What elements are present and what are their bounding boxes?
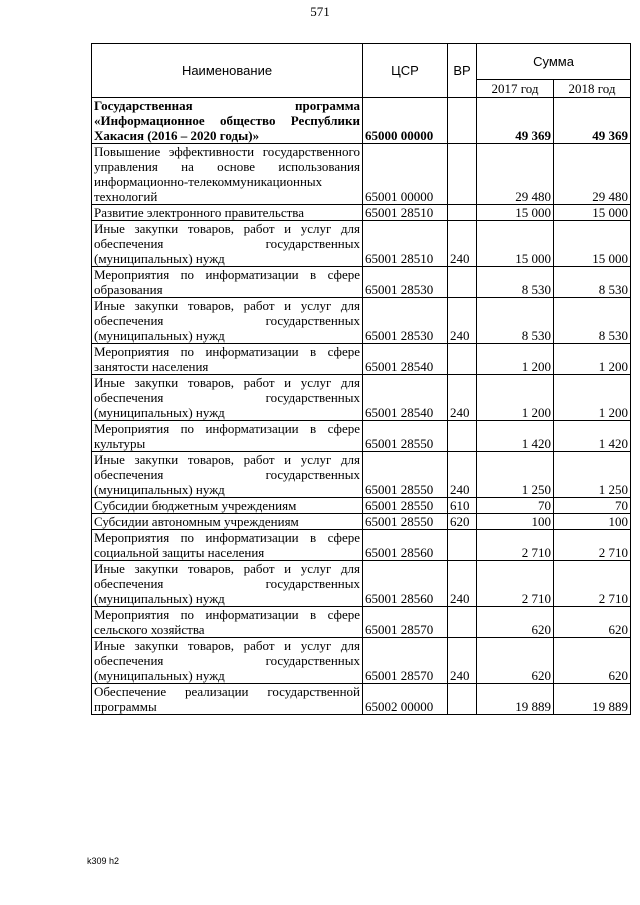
table-row — [92, 144, 631, 205]
table-row — [92, 375, 631, 421]
page-number: 571 — [310, 4, 330, 19]
row-name: Иные закупки товаров, работ и услуг для обеспечения государственных (муниципальных) нужд — [92, 561, 363, 607]
row-sum-2018: 15 000 — [554, 221, 631, 267]
row-csr: 65001 28550 — [363, 421, 448, 452]
row-sum-2018: 1 250 — [554, 452, 631, 498]
row-sum-2018: 620 — [554, 607, 631, 638]
row-sum-2018: 49 369 — [554, 98, 631, 144]
row-name: Иные закупки товаров, работ и услуг для обеспечения государственных (муниципальных) нужд — [92, 298, 363, 344]
row-sum-2018: 29 480 — [554, 144, 631, 205]
row-sum-2017: 8 530 — [477, 298, 554, 344]
header-vr: ВР — [448, 44, 477, 98]
row-sum-2017: 620 — [477, 607, 554, 638]
row-vr: 240 — [448, 561, 477, 607]
table-row — [92, 514, 631, 530]
row-name: Мероприятия по информатизации в сфере сельского хозяйства — [92, 607, 363, 638]
row-sum-2017: 15 000 — [477, 221, 554, 267]
row-name: Обеспечение реализации государственной программы — [92, 684, 363, 715]
row-vr — [448, 205, 477, 221]
row-name: Мероприятия по информатизации в сфере занятости населения — [92, 344, 363, 375]
row-name: Субсидии бюджетным учреждениям — [92, 498, 363, 514]
row-sum-2018: 8 530 — [554, 267, 631, 298]
row-sum-2018: 620 — [554, 638, 631, 684]
row-vr — [448, 144, 477, 205]
row-vr: 240 — [448, 221, 477, 267]
row-name: Субсидии автономным учреждениям — [92, 514, 363, 530]
row-sum-2017: 2 710 — [477, 561, 554, 607]
table-row — [92, 452, 631, 498]
row-sum-2018: 2 710 — [554, 530, 631, 561]
row-sum-2017: 1 250 — [477, 452, 554, 498]
footer-code: k309 h2 — [87, 856, 120, 866]
row-csr: 65001 28530 — [363, 267, 448, 298]
row-sum-2018: 100 — [554, 514, 631, 530]
row-csr: 65001 28510 — [363, 205, 448, 221]
row-sum-2018: 70 — [554, 498, 631, 514]
row-csr: 65001 28550 — [363, 452, 448, 498]
row-name: Мероприятия по информатизации в сфере социальной защиты населения — [92, 530, 363, 561]
table-row — [92, 298, 631, 344]
row-name: Развитие электронного правительства — [92, 205, 363, 221]
table-row — [92, 421, 631, 452]
row-name: Иные закупки товаров, работ и услуг для обеспечения государственных (муниципальных) нужд — [92, 452, 363, 498]
row-csr: 65002 00000 — [363, 684, 448, 715]
table-row — [92, 267, 631, 298]
row-vr — [448, 421, 477, 452]
row-csr: 65001 28570 — [363, 638, 448, 684]
table-row — [92, 221, 631, 267]
row-vr — [448, 684, 477, 715]
row-sum-2017: 1 200 — [477, 375, 554, 421]
row-csr: 65001 28530 — [363, 298, 448, 344]
header-2018: 2018 год — [554, 80, 631, 98]
table-row — [92, 498, 631, 514]
budget-table — [91, 43, 631, 715]
table-row — [92, 684, 631, 715]
row-vr: 240 — [448, 638, 477, 684]
row-csr: 65001 28540 — [363, 375, 448, 421]
row-name: Повышение эффективности государственного управления на основе использования информационно-телекоммуникационных технологий — [92, 144, 363, 205]
row-csr: 65000 00000 — [363, 98, 448, 144]
table-row — [92, 530, 631, 561]
row-csr: 65001 28560 — [363, 530, 448, 561]
table-row — [92, 638, 631, 684]
row-sum-2017: 1 420 — [477, 421, 554, 452]
row-sum-2017: 8 530 — [477, 267, 554, 298]
row-sum-2017: 49 369 — [477, 98, 554, 144]
row-sum-2017: 29 480 — [477, 144, 554, 205]
table-row — [92, 205, 631, 221]
row-name: Иные закупки товаров, работ и услуг для обеспечения государственных (муниципальных) нужд — [92, 375, 363, 421]
row-csr: 65001 28550 — [363, 498, 448, 514]
row-sum-2018: 2 710 — [554, 561, 631, 607]
row-sum-2017: 70 — [477, 498, 554, 514]
row-csr: 65001 28540 — [363, 344, 448, 375]
header-name: Наименование — [92, 44, 363, 98]
row-name: Государственная программа «Информационное общество Республики Хакасия (2016 – 2020 годы)» — [92, 98, 363, 144]
row-csr: 65001 28550 — [363, 514, 448, 530]
row-sum-2017: 620 — [477, 638, 554, 684]
table-row — [92, 607, 631, 638]
row-name: Мероприятия по информатизации в сфере культуры — [92, 421, 363, 452]
row-vr: 240 — [448, 298, 477, 344]
row-sum-2018: 1 200 — [554, 344, 631, 375]
table-row — [92, 344, 631, 375]
row-sum-2017: 1 200 — [477, 344, 554, 375]
header-sum: Сумма — [477, 44, 631, 80]
row-vr: 240 — [448, 375, 477, 421]
row-vr — [448, 98, 477, 144]
header-2017: 2017 год — [477, 80, 554, 98]
row-name: Иные закупки товаров, работ и услуг для обеспечения государственных (муниципальных) нужд — [92, 638, 363, 684]
row-sum-2017: 100 — [477, 514, 554, 530]
row-sum-2018: 15 000 — [554, 205, 631, 221]
row-sum-2018: 1 200 — [554, 375, 631, 421]
row-vr — [448, 344, 477, 375]
row-sum-2017: 2 710 — [477, 530, 554, 561]
row-sum-2018: 1 420 — [554, 421, 631, 452]
row-name: Мероприятия по информатизации в сфере образования — [92, 267, 363, 298]
row-sum-2018: 8 530 — [554, 298, 631, 344]
row-sum-2017: 15 000 — [477, 205, 554, 221]
row-vr: 620 — [448, 514, 477, 530]
row-name: Иные закупки товаров, работ и услуг для обеспечения государственных (муниципальных) нужд — [92, 221, 363, 267]
row-csr: 65001 28570 — [363, 607, 448, 638]
row-vr: 240 — [448, 452, 477, 498]
row-vr — [448, 607, 477, 638]
row-sum-2018: 19 889 — [554, 684, 631, 715]
table-body — [92, 98, 631, 715]
row-sum-2017: 19 889 — [477, 684, 554, 715]
row-vr: 610 — [448, 498, 477, 514]
table-row — [92, 561, 631, 607]
row-csr: 65001 00000 — [363, 144, 448, 205]
row-vr — [448, 530, 477, 561]
table-header — [92, 44, 631, 98]
row-csr: 65001 28510 — [363, 221, 448, 267]
table-row — [92, 98, 631, 144]
row-vr — [448, 267, 477, 298]
row-csr: 65001 28560 — [363, 561, 448, 607]
header-csr: ЦСР — [363, 44, 448, 98]
